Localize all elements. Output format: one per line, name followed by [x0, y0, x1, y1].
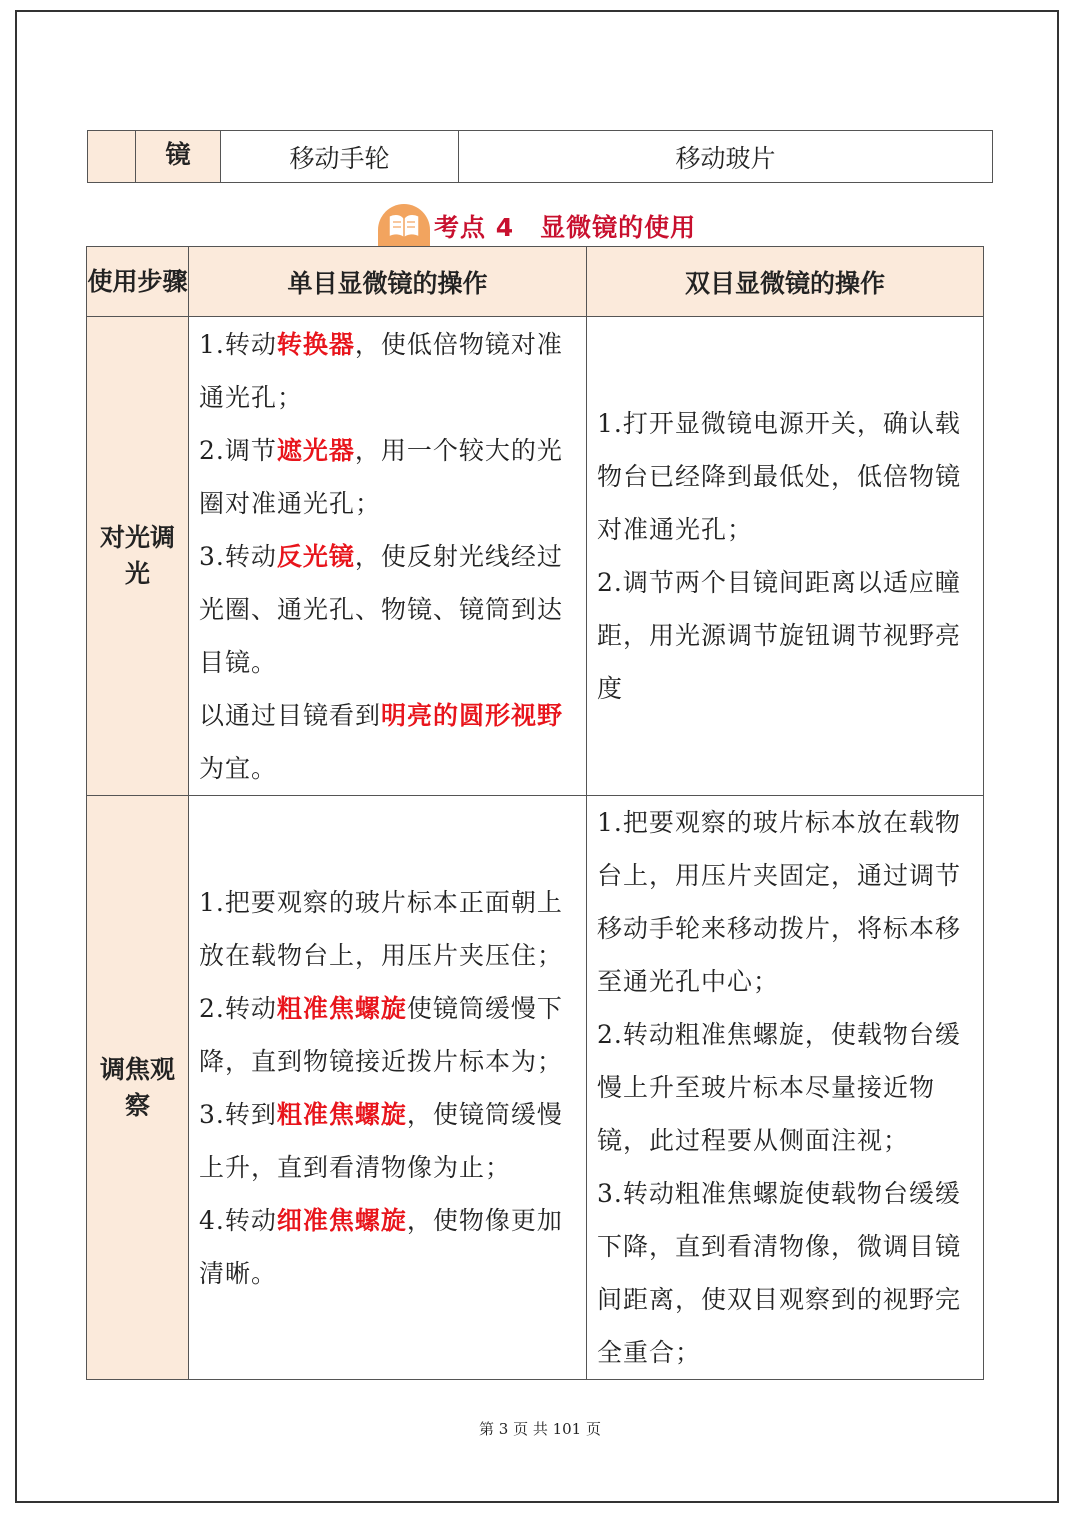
continued-empty-cell	[88, 131, 136, 183]
page-footer: 第 3 页 共 101 页	[478, 1420, 601, 1438]
step-paragraph	[199, 318, 576, 424]
step-text: 使镜筒缓慢下降，直到物镜接近拨片标本为；	[199, 993, 564, 1076]
step-text: 3.转动粗准焦螺旋使载物台缓缓下降，直到看清物像，微调目镜间距离，使双目观察到的视野完全重合；	[597, 1179, 962, 1367]
table-row	[87, 317, 984, 796]
highlight-term: 遮光器	[276, 435, 355, 465]
highlight-term: 粗准焦螺旋	[276, 993, 407, 1023]
step-paragraph	[597, 397, 973, 556]
step-paragraph	[199, 424, 576, 530]
step-text: 2.转动	[199, 993, 277, 1023]
continued-label-cell: 镜	[136, 131, 221, 183]
mono-cell	[189, 796, 587, 1380]
step-paragraph	[597, 796, 973, 1008]
continued-col2: 移动玻片	[459, 131, 993, 183]
step-paragraph	[199, 1194, 576, 1300]
step-text: 2.转动粗准焦螺旋，使载物台缓慢上升至玻片标本尽量接近物镜，此过程要从侧面注视；	[597, 1020, 961, 1155]
highlight-term: 粗准焦螺旋	[276, 1099, 407, 1129]
section-title	[434, 208, 696, 244]
continued-col1: 移动手轮	[221, 131, 459, 183]
step-text: 4.转动	[199, 1205, 277, 1235]
step-paragraph	[597, 556, 973, 715]
step-text: 以通过目镜看到	[199, 700, 382, 730]
bino-cell	[587, 317, 984, 796]
step-text: 1.把要观察的玻片标本放在载物台上，用压片夹固定，通过调节移动手轮来移动拨片，将标本移至通光孔中心；	[597, 808, 962, 996]
step-paragraph	[199, 689, 576, 795]
step-text: 2.调节两个目镜间距离以适应瞳距，用光源调节旋钮调节视野亮度	[597, 568, 962, 703]
highlight-term: 转换器	[276, 329, 355, 359]
microscope-table	[86, 246, 984, 1380]
table-header-row	[87, 247, 984, 317]
step-text: 1.转动	[199, 329, 277, 359]
step-text: 3.转到	[199, 1099, 277, 1129]
highlight-term: 反光镜	[276, 541, 355, 571]
mono-cell	[189, 317, 587, 796]
step-text: ，使镜筒缓慢上升，直到看清物像为止；	[199, 1099, 563, 1182]
bino-cell	[587, 796, 984, 1380]
step-paragraph	[199, 1088, 576, 1194]
step-text: 1.打开显微镜电源开关，确认载物台已经降到最低处，低倍物镜对准通光孔；	[597, 409, 962, 544]
table-row	[87, 796, 984, 1380]
step-text: 1.把要观察的玻片标本正面朝上放在载物台上，用压片夹压住；	[199, 887, 564, 970]
step-text: ，使物像更加清晰。	[199, 1205, 563, 1288]
step-paragraph	[199, 982, 576, 1088]
section-subtitle: 显微镜的使用	[540, 213, 697, 242]
highlight-term: 明亮的圆形视野	[381, 700, 564, 730]
header-mono: 单目显微镜的操作	[189, 247, 587, 317]
row-label: 调焦观察	[87, 796, 189, 1380]
step-text: 3.转动	[199, 541, 277, 571]
header-step: 使用步骤	[87, 247, 189, 317]
step-text: ，使反射光线经过光圈、通光孔、物镜、镜筒到达目镜。	[199, 541, 564, 677]
section-number: 考点 4	[434, 213, 515, 242]
step-paragraph	[597, 1167, 973, 1379]
step-text: ，用一个较大的光圈对准通光孔；	[199, 435, 563, 518]
highlight-term: 细准焦螺旋	[276, 1205, 407, 1235]
step-text: ，使低倍物镜对准通光孔；	[199, 329, 563, 412]
section-heading	[378, 204, 696, 248]
continued-table	[87, 130, 993, 183]
step-paragraph	[199, 876, 576, 982]
step-paragraph	[597, 1008, 973, 1167]
step-paragraph	[199, 530, 576, 689]
book-icon	[378, 204, 430, 248]
header-bino: 双目显微镜的操作	[587, 247, 984, 317]
row-label: 对光调光	[87, 317, 189, 796]
step-text: 为宜。	[199, 753, 278, 783]
step-text: 2.调节	[199, 435, 277, 465]
